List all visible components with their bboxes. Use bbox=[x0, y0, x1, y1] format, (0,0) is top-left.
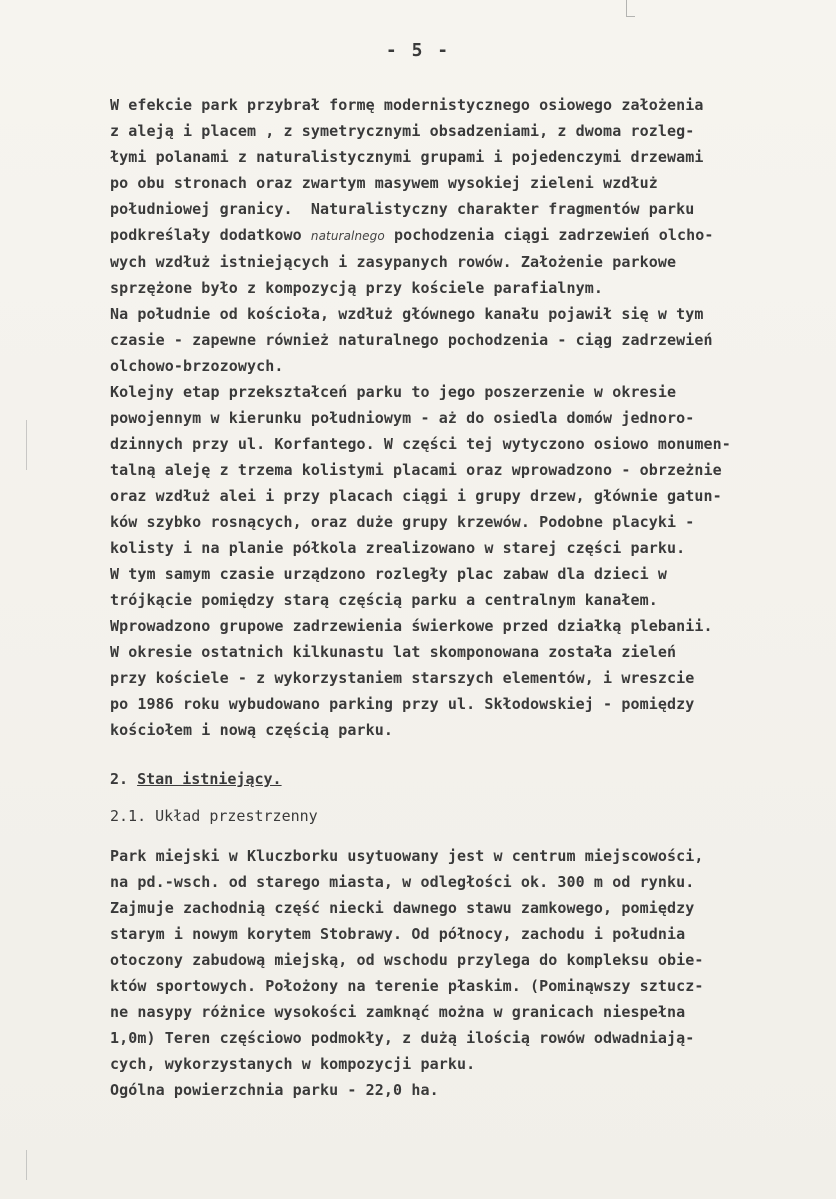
text-line: ne nasypy różnice wysokości zamknąć można w granicach niespełna bbox=[110, 1003, 686, 1021]
text-line: ków szybko rosnących, oraz duże grupy krzewów. Podobne placyki - bbox=[110, 513, 695, 531]
text-line: cych, wykorzystanych w kompozycji parku. bbox=[110, 1055, 476, 1073]
text-line: W okresie ostatnich kilkunastu lat skomponowana została zieleń bbox=[110, 643, 677, 661]
text-line: z aleją i placem , z symetrycznymi obsadzeniami, z dwoma rozleg- bbox=[110, 122, 695, 140]
page-number: - 5 - bbox=[385, 40, 451, 61]
text-line: czasie - zapewne również naturalnego pochodzenia - ciąg zadrzewień bbox=[110, 331, 713, 349]
subsection-heading: 2.1. Układ przestrzenny bbox=[110, 807, 318, 825]
margin-mark bbox=[26, 420, 27, 470]
text-line: Zajmuje zachodnią część niecki dawnego stawu zamkowego, pomiędzy bbox=[110, 899, 695, 917]
text-line: południowej granicy. Naturalistyczny charakter fragmentów parku bbox=[110, 200, 695, 218]
text-line: Kolejny etap przekształceń parku to jego poszerzenie w okresie bbox=[110, 383, 677, 401]
text-line: na pd.-wsch. od starego miasta, w odległości ok. 300 m od rynku. bbox=[110, 873, 695, 891]
staple-mark bbox=[626, 0, 635, 17]
text-line: kościołem i nową częścią parku. bbox=[110, 721, 394, 739]
margin-mark bbox=[26, 1150, 27, 1180]
text-line: przy kościele - z wykorzystaniem starszych elementów, i wreszcie bbox=[110, 669, 695, 687]
text-line: kolisty i na planie półkola zrealizowano w starej części parku. bbox=[110, 539, 686, 557]
text-line bbox=[110, 222, 820, 249]
section-number: 2. bbox=[110, 770, 129, 788]
section-title: Stan istniejący. bbox=[137, 770, 282, 788]
text-line: otoczony zabudową miejską, od wschodu przylega do kompleksu obie- bbox=[110, 951, 704, 969]
text-line: 1,0m) Teren częściowo podmokły, z dużą ilością rowów odwadniają- bbox=[110, 1029, 695, 1047]
text-fragment: podkreślały dodatkowo bbox=[110, 226, 311, 244]
text-line: wych wzdłuż istniejących i zasypanych rowów. Założenie parkowe bbox=[110, 253, 677, 271]
text-line: Na południe od kościoła, wzdłuż głównego kanału pojawił się w tym bbox=[110, 305, 704, 323]
text-line: Ogólna powierzchnia parku - 22,0 ha. bbox=[110, 1081, 439, 1099]
text-line: sprzężone było z kompozycją przy kościele parafialnym. bbox=[110, 279, 604, 297]
text-line: łymi polanami z naturalistycznymi grupami i pojedenczymi drzewami bbox=[110, 148, 704, 166]
paragraph-history bbox=[110, 92, 820, 743]
text-fragment: pochodzenia ciągi zadrzewień olcho- bbox=[384, 226, 714, 244]
text-line: W tym samym czasie urządzono rozległy plac zabaw dla dzieci w bbox=[110, 565, 667, 583]
text-line: Park miejski w Kluczborku usytuowany jest w centrum miejscowości, bbox=[110, 847, 704, 865]
text-line: trójkącie pomiędzy starą częścią parku a centralnym kanałem. bbox=[110, 591, 658, 609]
text-line: po obu stronach oraz zwartym masywem wysokiej zieleni wzdłuż bbox=[110, 174, 658, 192]
text-line: olchowo-brzozowych. bbox=[110, 357, 284, 375]
section-heading bbox=[110, 770, 282, 788]
text-line: starym i nowym korytem Stobrawy. Od północy, zachodu i południa bbox=[110, 925, 686, 943]
paragraph-layout bbox=[110, 843, 820, 1103]
text-line: dzinnych przy ul. Korfantego. W części tej wytyczono osiowo monumen- bbox=[110, 435, 731, 453]
text-line: po 1986 roku wybudowano parking przy ul. Skłodowskiej - pomiędzy bbox=[110, 695, 695, 713]
text-line: któw sportowych. Położony na terenie płaskim. (Pominąwszy sztucz- bbox=[110, 977, 704, 995]
handwritten-insert: naturalnego bbox=[310, 229, 385, 243]
text-line: W efekcie park przybrał formę modernistycznego osiowego założenia bbox=[110, 96, 704, 114]
text-line: oraz wzdłuż alei i przy placach ciągi i grupy drzew, głównie gatun- bbox=[110, 487, 722, 505]
text-line: Wprowadzono grupowe zadrzewienia świerkowe przed działką plebanii. bbox=[110, 617, 713, 635]
text-line: powojennym w kierunku południowym - aż do osiedla domów jednoro- bbox=[110, 409, 695, 427]
text-line: talną aleję z trzema kolistymi placami oraz wprowadzono - obrzeżnie bbox=[110, 461, 722, 479]
